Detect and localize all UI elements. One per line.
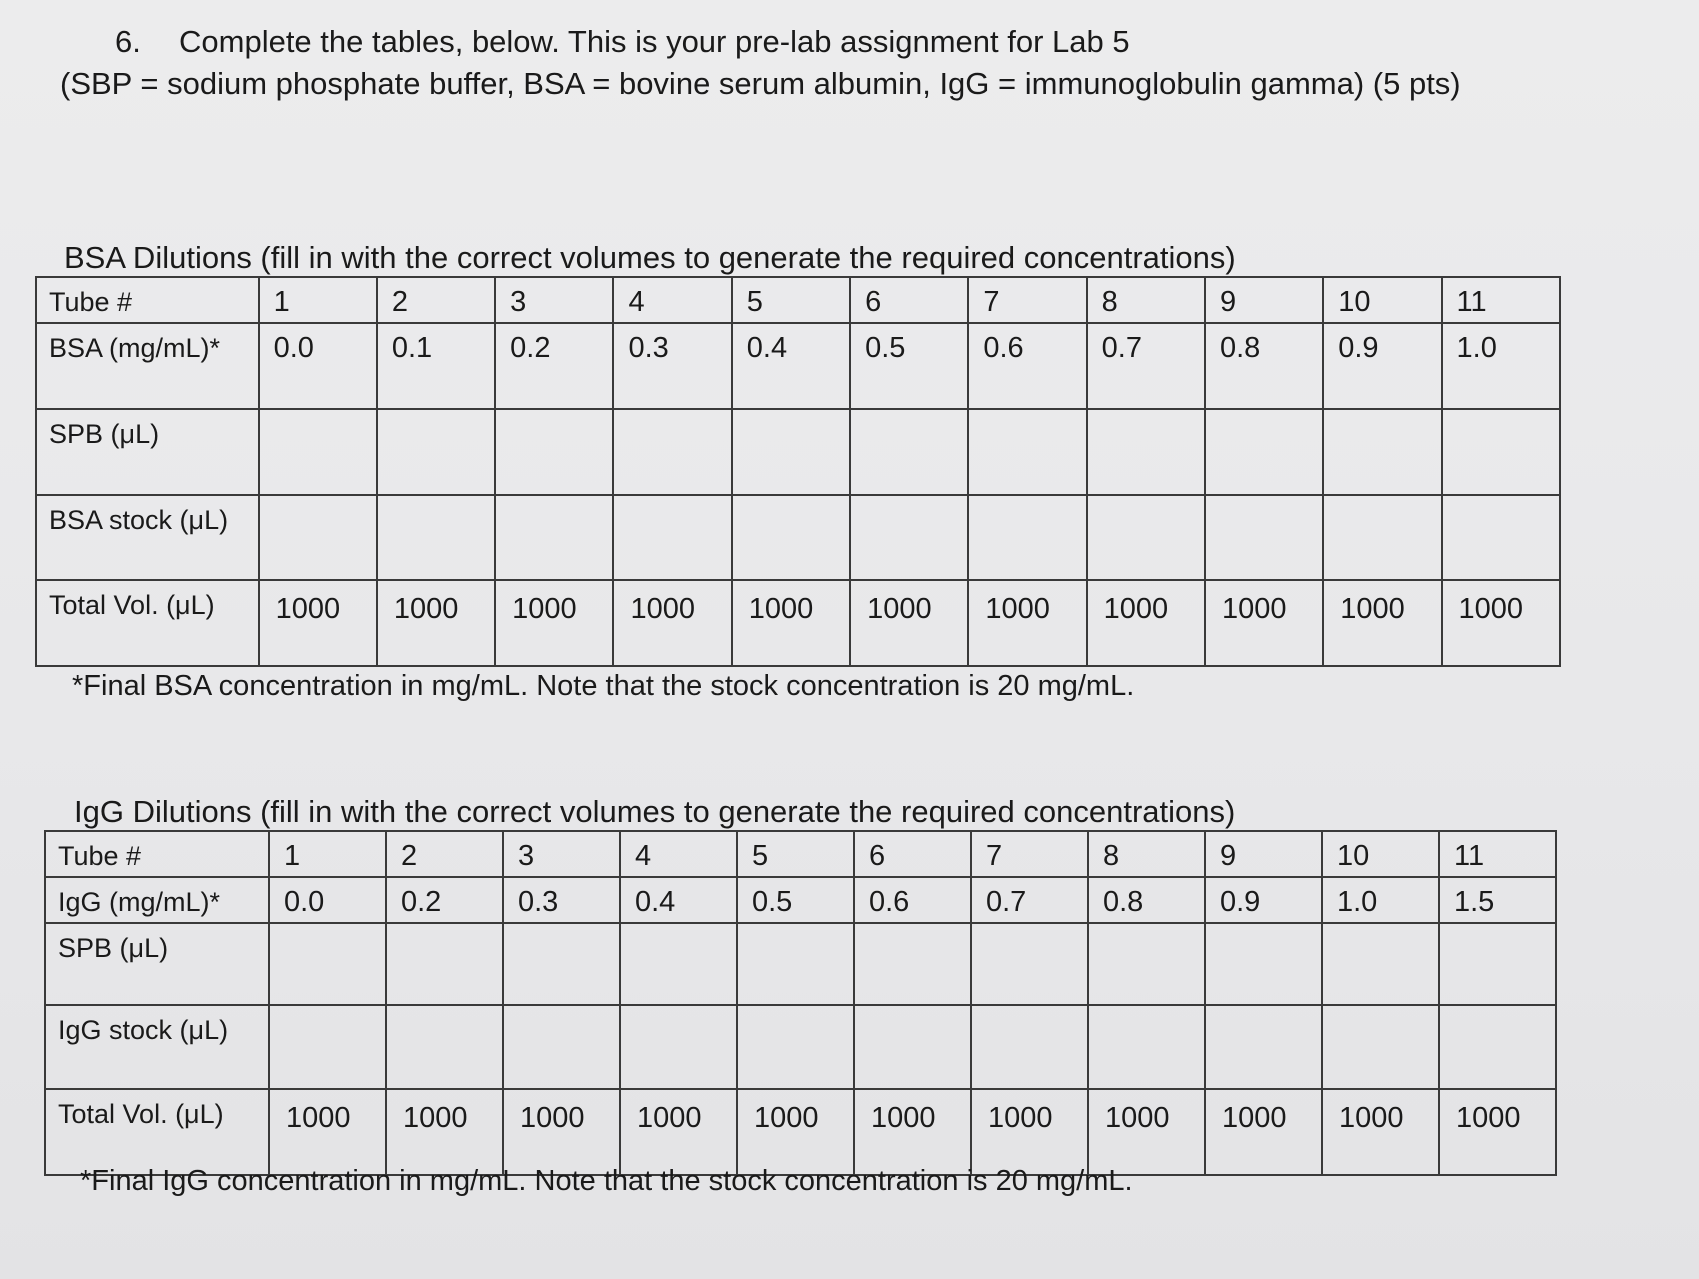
concentration-cell: 0.9 (1323, 323, 1441, 409)
stock-volume-cell[interactable] (1439, 1005, 1556, 1089)
stock-volume-cell[interactable] (1322, 1005, 1439, 1089)
spb-volume-cell[interactable] (259, 409, 377, 495)
spb-volume-cell[interactable] (854, 923, 971, 1005)
spb-volume-cell[interactable] (1205, 923, 1322, 1005)
concentration-cell: 0.5 (850, 323, 968, 409)
concentration-cell: 0.9 (1205, 877, 1322, 923)
stock-volume-cell[interactable] (968, 495, 1086, 580)
bsa-table-caption: BSA Dilutions (fill in with the correct volumes to generate the required concentrations) (64, 240, 1236, 275)
stock-volume-cell[interactable] (1205, 495, 1323, 580)
spb-volume-cell[interactable] (732, 409, 850, 495)
total-volume-cell: 1000 (495, 580, 613, 666)
concentration-cell: 0.7 (971, 877, 1088, 923)
stock-row (36, 495, 1560, 580)
total-volume-row (36, 580, 1560, 666)
concentration-cell: 0.0 (259, 323, 377, 409)
total-volume-cell: 1000 (732, 580, 850, 666)
tube-number-cell: 9 (1205, 277, 1323, 323)
tube-number-cell: 3 (495, 277, 613, 323)
concentration-cell: 0.2 (495, 323, 613, 409)
stock-volume-cell[interactable] (732, 495, 850, 580)
total-volume-cell: 1000 (1088, 1089, 1205, 1175)
spb-volume-cell[interactable] (968, 409, 1086, 495)
total-volume-cell: 1000 (377, 580, 495, 666)
stock-volume-cell[interactable] (259, 495, 377, 580)
row-label: Tube # (36, 277, 259, 323)
tube-number-cell: 6 (854, 831, 971, 877)
total-volume-cell: 1000 (850, 580, 968, 666)
bsa-dilutions-table (35, 276, 1561, 667)
spb-volume-cell[interactable] (1322, 923, 1439, 1005)
stock-volume-cell[interactable] (503, 1005, 620, 1089)
row-label: Tube # (45, 831, 269, 877)
question-number: 6. (115, 24, 141, 59)
total-volume-cell: 1000 (968, 580, 1086, 666)
tube-number-cell: 6 (850, 277, 968, 323)
tube-number-cell: 9 (1205, 831, 1322, 877)
abbreviation-legend: (SBP = sodium phosphate buffer, BSA = bovine serum albumin, IgG = immunoglobulin gamma) (5 pts) (60, 66, 1461, 101)
total-volume-cell: 1000 (1205, 1089, 1322, 1175)
concentration-cell: 0.2 (386, 877, 503, 923)
concentration-cell: 0.6 (968, 323, 1086, 409)
tube-number-cell: 10 (1323, 277, 1441, 323)
tube-number-cell: 2 (386, 831, 503, 877)
row-label: SPB (μL) (45, 923, 269, 1005)
spb-volume-cell[interactable] (850, 409, 968, 495)
stock-row (45, 1005, 1556, 1089)
concentration-cell: 1.0 (1322, 877, 1439, 923)
stock-volume-cell[interactable] (971, 1005, 1088, 1089)
concentration-cell: 0.6 (854, 877, 971, 923)
total-volume-cell: 1000 (620, 1089, 737, 1175)
stock-volume-cell[interactable] (377, 495, 495, 580)
concentration-cell: 0.3 (503, 877, 620, 923)
concentration-cell: 0.7 (1087, 323, 1205, 409)
stock-volume-cell[interactable] (1442, 495, 1560, 580)
tube-number-cell: 8 (1088, 831, 1205, 877)
total-volume-cell: 1000 (737, 1089, 854, 1175)
igg-footnote: *Final IgG concentration in mg/mL. Note that the stock concentration is 20 mg/mL. (80, 1165, 1133, 1197)
concentration-cell: 0.8 (1205, 323, 1323, 409)
spb-volume-cell[interactable] (1205, 409, 1323, 495)
spb-volume-cell[interactable] (386, 923, 503, 1005)
spb-volume-cell[interactable] (1442, 409, 1560, 495)
tube-row (36, 277, 1560, 323)
tube-number-cell: 5 (732, 277, 850, 323)
tube-number-cell: 7 (968, 277, 1086, 323)
bsa-footnote: *Final BSA concentration in mg/mL. Note that the stock concentration is 20 mg/mL. (72, 670, 1135, 702)
tube-number-cell: 5 (737, 831, 854, 877)
tube-number-cell: 2 (377, 277, 495, 323)
spb-volume-cell[interactable] (1088, 923, 1205, 1005)
spb-row (36, 409, 1560, 495)
total-volume-cell: 1000 (854, 1089, 971, 1175)
row-label: SPB (μL) (36, 409, 259, 495)
tube-number-cell: 11 (1439, 831, 1556, 877)
total-volume-cell: 1000 (1442, 580, 1560, 666)
tube-number-cell: 3 (503, 831, 620, 877)
tube-number-cell: 8 (1087, 277, 1205, 323)
spb-volume-cell[interactable] (971, 923, 1088, 1005)
stock-volume-cell[interactable] (1323, 495, 1441, 580)
row-label: Total Vol. (μL) (45, 1089, 269, 1175)
row-label: BSA (mg/mL)* (36, 323, 259, 409)
question-line-1 (115, 24, 1130, 60)
spb-volume-cell[interactable] (613, 409, 731, 495)
stock-volume-cell[interactable] (737, 1005, 854, 1089)
total-volume-cell: 1000 (269, 1089, 386, 1175)
row-label: IgG (mg/mL)* (45, 877, 269, 923)
total-volume-cell: 1000 (503, 1089, 620, 1175)
stock-volume-cell[interactable] (495, 495, 613, 580)
spb-volume-cell[interactable] (620, 923, 737, 1005)
spb-volume-cell[interactable] (495, 409, 613, 495)
concentration-cell: 0.8 (1088, 877, 1205, 923)
spb-volume-cell[interactable] (1087, 409, 1205, 495)
tube-number-cell: 1 (269, 831, 386, 877)
concentration-cell: 0.5 (737, 877, 854, 923)
concentration-cell: 1.0 (1442, 323, 1560, 409)
stock-volume-cell[interactable] (386, 1005, 503, 1089)
tube-number-cell: 10 (1322, 831, 1439, 877)
igg-dilutions-table (44, 830, 1557, 1176)
stock-volume-cell[interactable] (1088, 1005, 1205, 1089)
tube-number-cell: 7 (971, 831, 1088, 877)
concentration-cell: 0.4 (620, 877, 737, 923)
concentration-row (45, 877, 1556, 923)
stock-volume-cell[interactable] (1205, 1005, 1322, 1089)
total-volume-cell: 1000 (1205, 580, 1323, 666)
total-volume-cell: 1000 (971, 1089, 1088, 1175)
total-volume-cell: 1000 (1323, 580, 1441, 666)
total-volume-cell: 1000 (613, 580, 731, 666)
concentration-cell: 0.4 (732, 323, 850, 409)
concentration-row (36, 323, 1560, 409)
total-volume-cell: 1000 (259, 580, 377, 666)
stock-volume-cell[interactable] (613, 495, 731, 580)
row-label: Total Vol. (μL) (36, 580, 259, 666)
total-volume-cell: 1000 (386, 1089, 503, 1175)
stock-volume-cell[interactable] (854, 1005, 971, 1089)
row-label: BSA stock (μL) (36, 495, 259, 580)
concentration-cell: 0.1 (377, 323, 495, 409)
concentration-cell: 0.3 (613, 323, 731, 409)
tube-number-cell: 1 (259, 277, 377, 323)
question-text: Complete the tables, below. This is your pre-lab assignment for Lab 5 (179, 24, 1130, 59)
spb-volume-cell[interactable] (737, 923, 854, 1005)
tube-number-cell: 11 (1442, 277, 1560, 323)
tube-row (45, 831, 1556, 877)
total-volume-row (45, 1089, 1556, 1175)
stock-volume-cell[interactable] (850, 495, 968, 580)
spb-volume-cell[interactable] (377, 409, 495, 495)
concentration-cell: 1.5 (1439, 877, 1556, 923)
total-volume-cell: 1000 (1087, 580, 1205, 666)
stock-volume-cell[interactable] (620, 1005, 737, 1089)
spb-volume-cell[interactable] (269, 923, 386, 1005)
tube-number-cell: 4 (613, 277, 731, 323)
row-label: IgG stock (μL) (45, 1005, 269, 1089)
spb-volume-cell[interactable] (503, 923, 620, 1005)
total-volume-cell: 1000 (1322, 1089, 1439, 1175)
igg-table-caption: IgG Dilutions (fill in with the correct volumes to generate the required concentrations) (74, 794, 1236, 829)
tube-number-cell: 4 (620, 831, 737, 877)
concentration-cell: 0.0 (269, 877, 386, 923)
spb-row (45, 923, 1556, 1005)
spb-volume-cell[interactable] (1439, 923, 1556, 1005)
stock-volume-cell[interactable] (269, 1005, 386, 1089)
stock-volume-cell[interactable] (1087, 495, 1205, 580)
total-volume-cell: 1000 (1439, 1089, 1556, 1175)
spb-volume-cell[interactable] (1323, 409, 1441, 495)
